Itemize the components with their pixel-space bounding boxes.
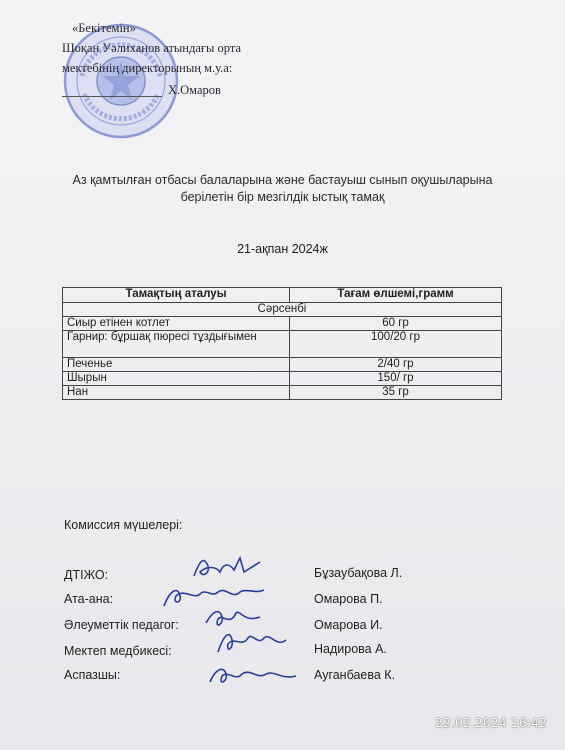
dish-size: 60 гр xyxy=(290,317,502,331)
approval-line2: мектебінің директорының м.у.а: xyxy=(62,61,233,75)
table-row xyxy=(63,372,502,386)
member-role: Ата-ана: xyxy=(64,592,114,606)
approval-heading: «Бекітемін» xyxy=(72,21,136,35)
signature-5 xyxy=(206,662,302,690)
approval-signature-line xyxy=(62,96,162,97)
header-portion-size: Тағам өлшемі,грамм xyxy=(290,288,502,303)
member-role: Мектеп медбикесі: xyxy=(64,644,172,658)
table-row xyxy=(63,386,502,400)
table-header-row xyxy=(63,288,502,303)
photo-timestamp: 22.02.2024 16:42 xyxy=(435,716,547,730)
member-role: Аспазшы: xyxy=(64,668,121,682)
day-label: Сәрсенбі xyxy=(63,303,502,317)
approval-line1: Шоқан Уәлиханов атындағы орта xyxy=(62,41,242,55)
member-role: ДТІЖО: xyxy=(64,568,109,582)
table-row xyxy=(63,317,502,331)
commission-heading: Комиссия мүшелері: xyxy=(64,518,183,532)
title-line1: Аз қамтылған отбасы балаларына және бастауыш сынып оқушыларына xyxy=(72,173,493,187)
table-day-row xyxy=(63,303,502,317)
member-name: Бұзаубақова Л. xyxy=(314,566,403,580)
document-title xyxy=(40,172,525,206)
dish-name: Печенье xyxy=(63,358,290,372)
dish-name: Нан xyxy=(63,386,290,400)
member-name: Омарова И. xyxy=(314,618,383,632)
approval-signer: Х.Омаров xyxy=(168,83,221,97)
member-name: Омарова П. xyxy=(314,592,383,606)
dish-name: Шырын xyxy=(63,372,290,386)
member-name: Ауганбаева К. xyxy=(314,668,396,682)
member-role: Әлеуметтік педагог: xyxy=(64,618,179,632)
table-row xyxy=(63,331,502,358)
dish-name: Гарнир: бұршақ пюресі тұздығымен xyxy=(63,331,290,358)
signature-1 xyxy=(190,552,270,582)
signature-4 xyxy=(212,626,292,658)
member-name: Надирова А. xyxy=(314,642,387,656)
dish-name: Сиыр етінен котлет xyxy=(63,317,290,331)
dish-size: 150/ гр xyxy=(290,372,502,386)
table-row xyxy=(63,358,502,372)
header-dish-name: Тамақтың аталуы xyxy=(63,288,290,303)
dish-size: 35 гр xyxy=(290,386,502,400)
dish-size: 100/20 гр xyxy=(290,331,502,358)
title-line2: берілетін бір мезгілдік ыстық тамақ xyxy=(180,190,385,204)
dish-size: 2/40 гр xyxy=(290,358,502,372)
document-date: 21-ақпан 2024ж xyxy=(237,242,328,256)
menu-table xyxy=(62,287,502,400)
